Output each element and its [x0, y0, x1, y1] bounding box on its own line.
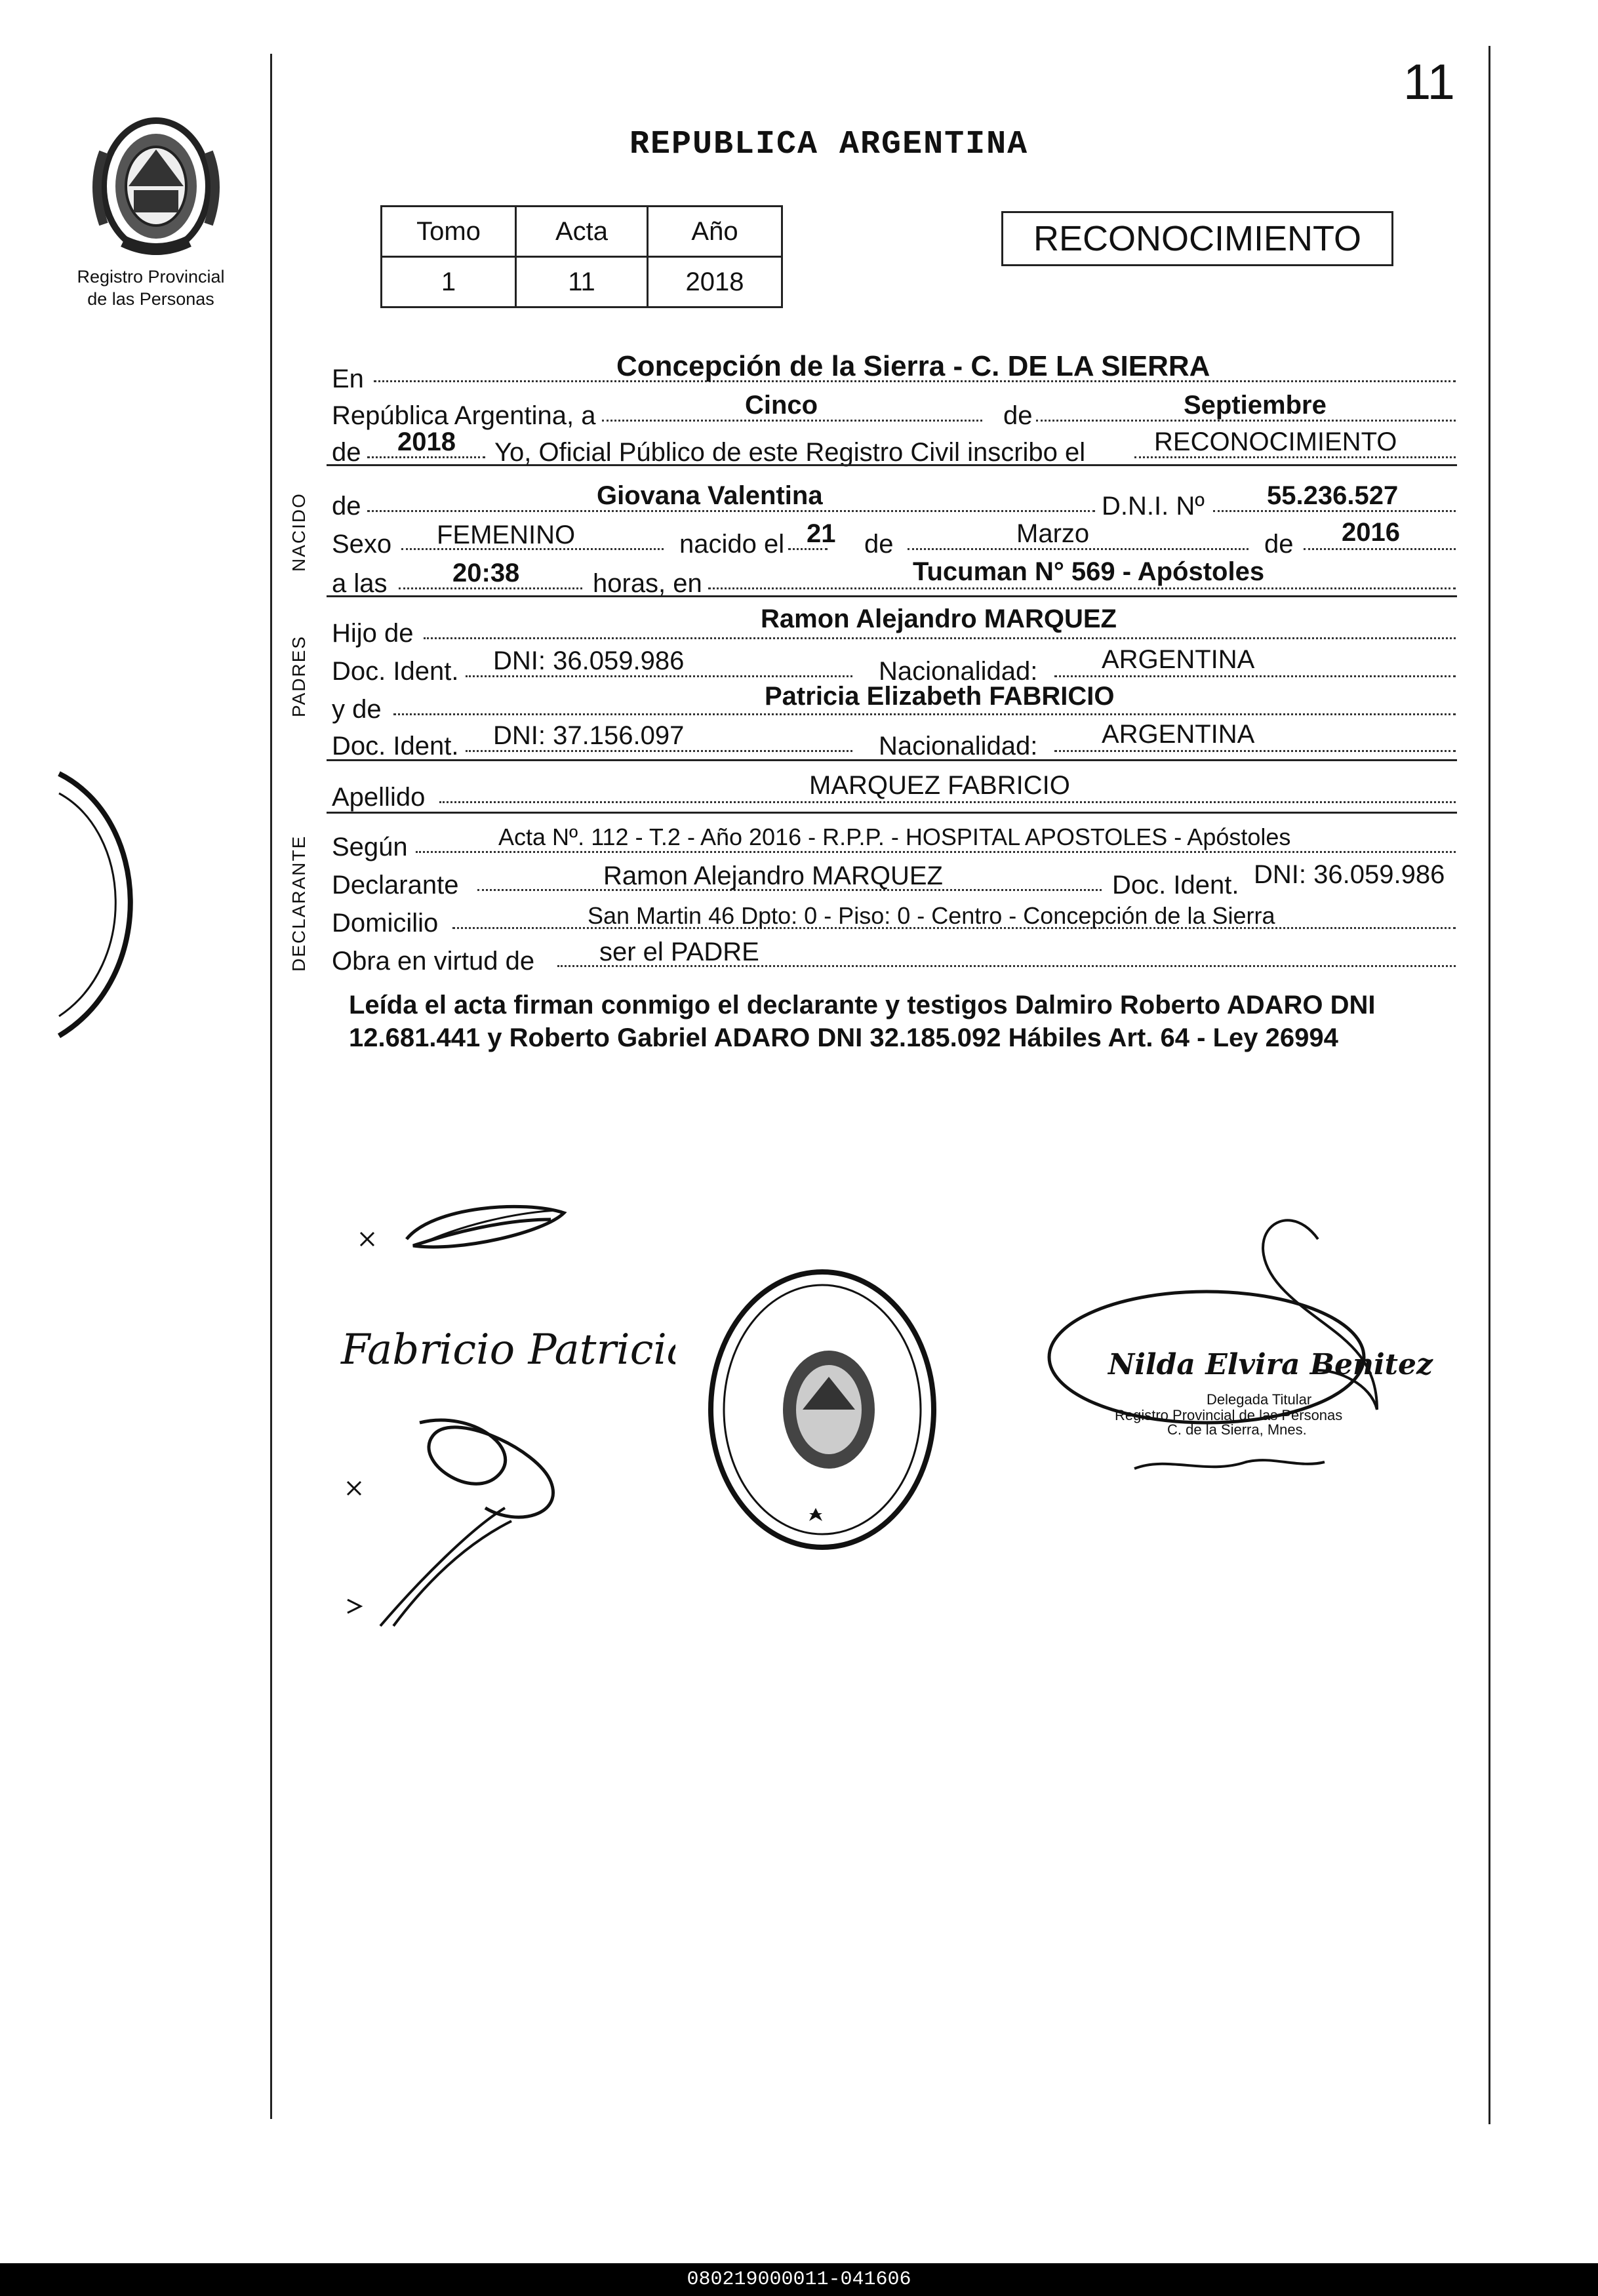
official-signature-block — [1036, 1200, 1456, 1482]
padre-nacionalidad: ARGENTINA — [1102, 645, 1255, 674]
nacido-el-label: nacido el — [679, 530, 785, 559]
horas-en-label: horas, en — [593, 569, 702, 598]
table-value-acta: 11 — [516, 257, 648, 307]
declarante-nombre: Ramon Alejandro MARQUEZ — [603, 861, 943, 890]
obra-value: ser el PADRE — [599, 938, 759, 966]
svg-text:Delegada Titular: Delegada Titular — [1207, 1391, 1312, 1408]
declarante-doc: DNI: 36.059.986 — [1254, 860, 1445, 889]
padres-separator — [327, 759, 1457, 761]
declarante-doc-label: Doc. Ident. — [1112, 871, 1239, 900]
misiones-emblem-icon — [77, 113, 235, 260]
document-footer-code: 080219000011-041606 — [0, 2263, 1598, 2296]
section-label-padres: PADRES — [289, 635, 309, 717]
nacido-sexo: FEMENINO — [437, 521, 576, 549]
handwriting-signature-icon — [334, 1292, 675, 1390]
padre-nac-label: Nacionalidad: — [879, 657, 1038, 686]
svg-text:C. de la Sierra, Mnes.: C. de la Sierra, Mnes. — [1167, 1421, 1307, 1438]
nacido-separator — [327, 595, 1457, 597]
domicilio-value: San Martin 46 Dpto: 0 - Piso: 0 - Centro - Concepción de la Sierra — [588, 902, 1275, 929]
apellido-label: Apellido — [332, 783, 426, 812]
section-label-declarante: DECLARANTE — [289, 835, 309, 972]
table-value-tomo: 1 — [382, 257, 516, 307]
partial-stamp-icon — [39, 761, 151, 1049]
nacido-lugar: Tucuman N° 569 - Apóstoles — [913, 557, 1265, 586]
de-label-2: de — [332, 438, 361, 467]
left-edge-partial-stamp — [39, 761, 151, 1049]
registry-round-stamp — [698, 1259, 947, 1560]
registry-logo — [77, 113, 235, 260]
svg-text:Registro Provincial de las Per: Registro Provincial de las Personas — [1115, 1407, 1343, 1423]
lugar-dots — [708, 587, 1456, 589]
page-number: 11 — [1403, 54, 1455, 110]
de-label-1: de — [1003, 401, 1033, 430]
domicilio-label: Domicilio — [332, 909, 439, 938]
table-header-tomo: Tomo — [382, 207, 516, 257]
padre-doc: DNI: 36.059.986 — [493, 646, 685, 675]
hijo-de-label: Hijo de — [332, 619, 414, 648]
nacido-nombre: Giovana Valentina — [597, 481, 823, 510]
inscribo-value: RECONOCIMIENTO — [1154, 427, 1397, 456]
nacido-dia: 21 — [807, 519, 836, 548]
dia-value: Cinco — [745, 391, 818, 420]
madre-nac-label: Nacionalidad: — [879, 732, 1038, 761]
signature-loop-icon — [341, 1410, 708, 1633]
sexo-label: Sexo — [332, 530, 392, 559]
padre-nac-dots — [1054, 675, 1456, 677]
segun-dots — [416, 851, 1456, 853]
official-stamp-icon — [698, 1259, 947, 1560]
document-title: REPUBLICA ARGENTINA — [629, 126, 1029, 163]
segun-value: Acta Nº. 112 - T.2 - Año 2016 - R.P.P. - HOSPITAL APOSTOLES - Apóstoles — [498, 823, 1291, 850]
oficial-text: Yo, Oficial Público de este Registro Civil inscribo el — [494, 438, 1086, 467]
closing-paragraph: Leída el acta firman conmigo el declarante y testigos Dalmiro Roberto ADARO DNI 12.681.441 y Roberto Gabriel ADARO DNI 32.185.092 Hábiles Art. 64 - Ley 26994 — [349, 991, 1376, 1052]
signature-scribble-icon — [354, 1193, 577, 1265]
witness-signature-2 — [341, 1410, 708, 1633]
en-value: Concepción de la Sierra - C. DE LA SIERRA — [616, 350, 1210, 382]
a-las-label: a las — [332, 569, 388, 598]
nacido-de-label: de — [332, 492, 361, 521]
svg-text:Fabricio Patricia: Fabricio Patricia — [341, 1326, 675, 1374]
section-label-nacido: NACIDO — [289, 492, 309, 572]
nacido-de-label-3: de — [1264, 530, 1294, 559]
apellido-dots — [439, 801, 1456, 803]
anio-nac-dots — [1304, 548, 1456, 550]
padre-dots — [424, 637, 1456, 639]
mes-value: Septiembre — [1184, 391, 1327, 420]
nacido-dni: 55.236.527 — [1267, 481, 1399, 510]
apellido-separator — [327, 812, 1457, 814]
madre-nacionalidad: ARGENTINA — [1102, 720, 1255, 749]
padre-nombre: Ramon Alejandro MARQUEZ — [761, 604, 1117, 633]
nacido-de-label-2: de — [864, 530, 894, 559]
right-margin-line — [1488, 46, 1490, 2124]
padre-doc-label: Doc. Ident. — [332, 657, 459, 686]
nacido-mes: Marzo — [1016, 519, 1090, 548]
header-separator — [327, 464, 1457, 466]
table-value-anio: 2018 — [648, 257, 782, 307]
obra-label: Obra en virtud de — [332, 947, 535, 976]
registry-label: Registro Provincial de las Personas — [77, 267, 225, 309]
y-de-label: y de — [332, 695, 382, 724]
madre-nac-dots — [1054, 750, 1456, 752]
anio-value: 2018 — [397, 427, 456, 456]
document-type-box: RECONOCIMIENTO — [1001, 211, 1393, 266]
table-header-anio: Año — [648, 207, 782, 257]
declarante-label: Declarante — [332, 871, 459, 900]
en-label: En — [332, 365, 364, 393]
madre-nombre: Patricia Elizabeth FABRICIO — [765, 682, 1115, 711]
madre-doc: DNI: 37.156.097 — [493, 721, 685, 750]
apellido-value: MARQUEZ FABRICIO — [809, 771, 1070, 800]
table-header-acta: Acta — [516, 207, 648, 257]
segun-label: Según — [332, 833, 408, 861]
madre-dots — [393, 713, 1456, 715]
dni-label: D.N.I. Nº — [1102, 492, 1205, 521]
official-signature-icon — [1036, 1200, 1456, 1482]
nacido-hora: 20:38 — [452, 559, 520, 587]
republica-label: República Argentina, a — [332, 401, 596, 430]
svg-text:Nilda Elvira Benitez: Nilda Elvira Benitez — [1108, 1348, 1433, 1381]
madre-doc-label: Doc. Ident. — [332, 732, 459, 761]
left-margin-line — [270, 54, 272, 2119]
tomo-acta-anio-table — [380, 205, 783, 308]
witness-handwritten-signature — [334, 1292, 675, 1390]
declarante-signature — [354, 1193, 577, 1265]
nacido-anio: 2016 — [1342, 518, 1400, 547]
